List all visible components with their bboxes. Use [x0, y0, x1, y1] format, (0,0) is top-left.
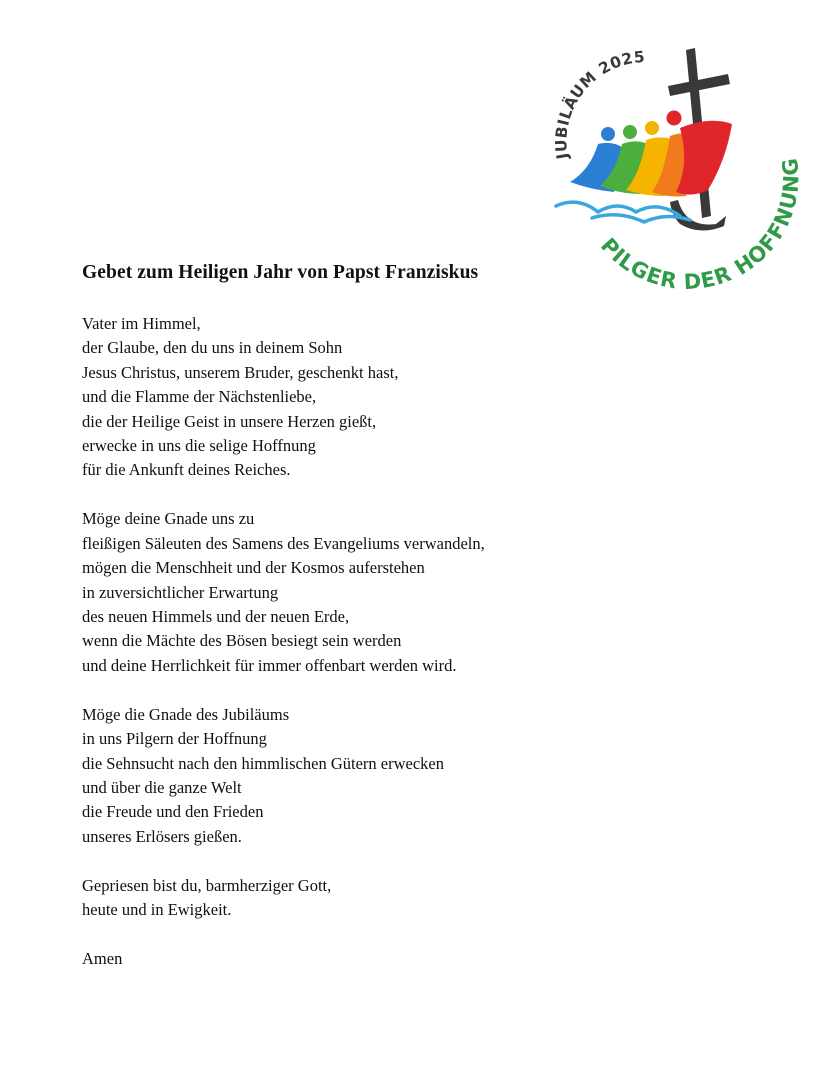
prayer-line: erwecke in uns die selige Hoffnung [82, 436, 316, 456]
prayer-line: in zuversichtlicher Erwartung [82, 582, 279, 602]
prayer-line: Jesus Christus, unserem Bruder, geschenkt hast, [82, 362, 399, 382]
prayer-line: Gepriesen bist du, barmherziger Gott, [82, 875, 332, 895]
prayer-line: in uns Pilgern der Hoffnung [82, 729, 267, 749]
prayer-line: die Freude und den Frieden [82, 802, 264, 822]
prayer-line: mögen die Menschheit und der Kosmos auferstehen [82, 558, 425, 578]
jubilee-logo-graphic [540, 40, 800, 290]
prayer-line: Vater im Himmel, [82, 314, 201, 333]
prayer-line: des neuen Himmels und der neuen Erde, [82, 606, 350, 626]
prayer-line: Möge die Gnade des Jubiläums [82, 704, 290, 724]
prayer-line: Möge deine Gnade uns zu [82, 509, 255, 529]
stanza [82, 507, 782, 678]
prayer-line: für die Ankunft deines Reiches. [82, 460, 291, 480]
closing-amen: Amen [82, 948, 123, 968]
logo-arc-text-top: JUBILÄUM 2025 [552, 47, 646, 161]
stanza [82, 703, 782, 849]
prayer-line: unseres Erlösers gießen. [82, 826, 242, 846]
water-waves-icon [556, 202, 690, 222]
stanza [82, 874, 782, 923]
prayer-line: die Sehnsucht nach den himmlischen Gütern erwecken [82, 753, 444, 773]
logo-arc-text-bottom: PILGER DER HOFFNU [595, 189, 800, 290]
pilgrims-figures-icon [570, 111, 732, 197]
prayer-line: die der Heilige Geist in unsere Herzen gießt, [82, 411, 377, 431]
prayer-line: fleißigen Säleuten des Samens des Evangeliums verwandeln, [82, 533, 485, 553]
stanza [82, 312, 782, 483]
prayer-line: der Glaube, den du uns in deinem Sohn [82, 338, 343, 358]
prayer-line: und deine Herrlichkeit für immer offenbart werden wird. [82, 655, 457, 675]
prayer-line: wenn die Mächte des Bösen besiegt sein werden [82, 631, 402, 651]
prayer-line: und die Flamme der Nächstenliebe, [82, 387, 317, 407]
prayer-line: heute und in Ewigkeit. [82, 900, 232, 920]
page-title: Gebet zum Heiligen Jahr von Papst Franziskus [82, 262, 479, 283]
prayer-text [82, 312, 782, 971]
jubilee-logo [540, 40, 800, 290]
prayer-line: und über die ganze Welt [82, 777, 242, 797]
